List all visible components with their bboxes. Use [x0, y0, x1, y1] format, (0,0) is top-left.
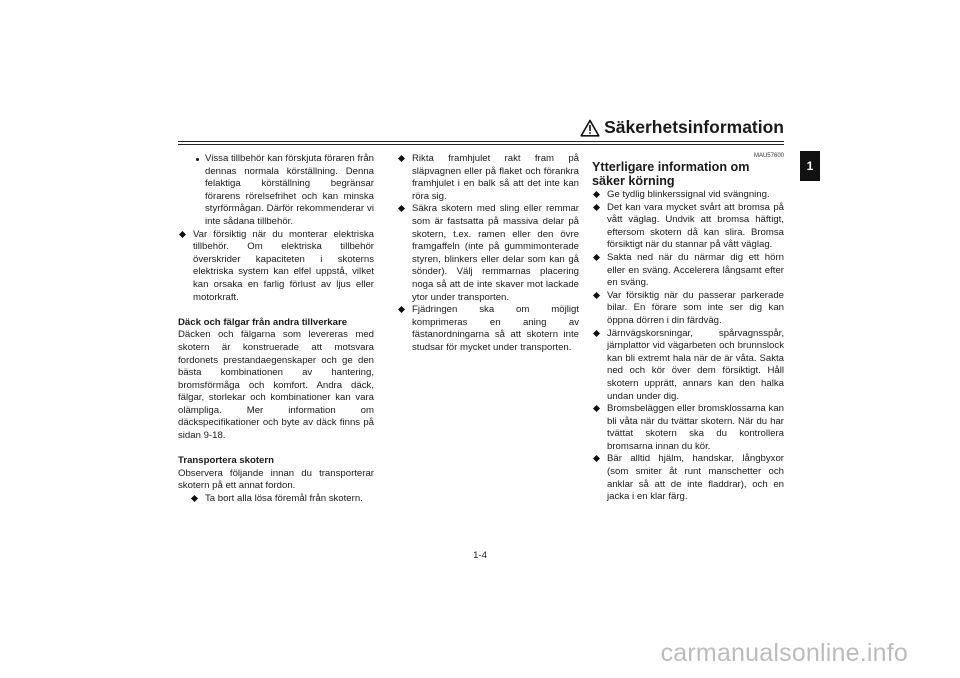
tires-paragraph: Däcken och fälgarna som levereras med skotern är konstruerade att motsvara fordonets prestandaegenskaper och ge den bästa kombinationen av hantering, bromsförmåga och komfort. Andra däck, fälgar, storlekar och kombinationer kan vara olämpliga. Mer information om däckspecifikationer och byte av däck finns på sidan 9-18. [178, 329, 374, 442]
list-item: Ge tydlig blinkerssignal vid svängning. [592, 189, 784, 202]
section-code: MAU57600 [753, 153, 784, 159]
list-item: Fjädringen ska om möjligt komprimeras en aning av fästanordningarna så att skotern inte studsar för mycket under transporten. [397, 304, 579, 354]
page-title [580, 117, 784, 138]
transport-bullet-list [190, 493, 374, 506]
column-middle [397, 153, 579, 355]
bullet-list [178, 229, 374, 305]
transport-bullet-item: Ta bort alla lösa föremål från skotern. [190, 493, 374, 506]
list-item: Sakta ned när du närmar dig ett hörn eller en sväng. Accelerera långsamt efter en sväng. [592, 252, 784, 290]
bullet-item-electric: Var försiktig när du monterar elektriska tillbehör. Om elektriska tillbehör överskrider kapaciteten i skoterns elektriska system kan elfel uppstå, vilket kan orsaka en farlig förlust av ljus eller motorkraft. [178, 229, 374, 305]
list-item: Rikta framhjulet rakt fram på släpvagnen eller på flaket och förankra framhjulet i en balk så att det inte kan röra sig. [397, 153, 579, 203]
transport-heading: Transportera skotern [178, 455, 274, 467]
list-item: Järnvägskorsningar, spårvagnsspår, järnplattor vid vägarbeten och brunnslock kan bli extremt hala när de är våta. Sakta ned och kör över dem försiktigt. Håll skotern upprätt, annars kan den halka undan under dig. [592, 328, 784, 404]
column-right [592, 153, 784, 504]
warning-triangle-icon [580, 119, 600, 137]
header-rule-thin [178, 144, 784, 145]
column-left [178, 153, 374, 506]
page-title-text: Säkerhetsinformation [604, 117, 784, 137]
section-title: Ytterligare information om säker körning [592, 160, 750, 188]
list-item: Bromsbeläggen eller bromsklossarna kan bli våta när du tvättar skotern. När du har tvättat skotern ska du kontrollera bromsarna innan du kör. [592, 403, 784, 453]
page-header [178, 117, 784, 143]
page-number: 1-4 [473, 550, 487, 561]
transport-steps-list [397, 153, 579, 355]
safety-tips-list [592, 189, 784, 504]
list-item: Bär alltid hjälm, handskar, långbyxor (som smiter åt runt manschetter och anklar så att de inte fladdrar), och en jacka i en klar färg. [592, 453, 784, 503]
list-item: Det kan vara mycket svårt att bromsa på vått väglag. Undvik att bromsa häftigt, eftersom skotern då kan slira. Bromsa försiktigt när du stannar på vått väglag. [592, 202, 784, 252]
list-item: Säkra skotern med sling eller remmar som är fastsatta på massiva delar på skotern, t.ex. ramen eller den övre framgaffeln (inte på gummimonterade styren, blinkers eller delar som kan gå sönder). Välj remmarnas placering noga så att de inte skaver mot lackade ytor under transporten. [397, 203, 579, 304]
sub-bullet-list [193, 153, 374, 229]
list-item: Var försiktig när du passerar parkerade bilar. En förare som inte ser dig kan öppna dörren i din färdväg. [592, 290, 784, 328]
tires-heading: Däck och fälgar från andra tillverkare [178, 316, 348, 328]
chapter-tab: 1 [800, 151, 820, 181]
watermark: carmanualsonline.info [660, 639, 908, 667]
header-rule [178, 141, 784, 142]
transport-paragraph: Observera följande innan du transporterar skotern på ett annat fordon. [178, 467, 374, 492]
sub-bullet-item: Vissa tillbehör kan förskjuta föraren från dennas normala körställning. Denna felaktiga körställning begränsar förarens rörelsefrihet och kan minska styrförmågan. Därför rekommenderar vi inte sådana tillbehör. [193, 153, 374, 229]
